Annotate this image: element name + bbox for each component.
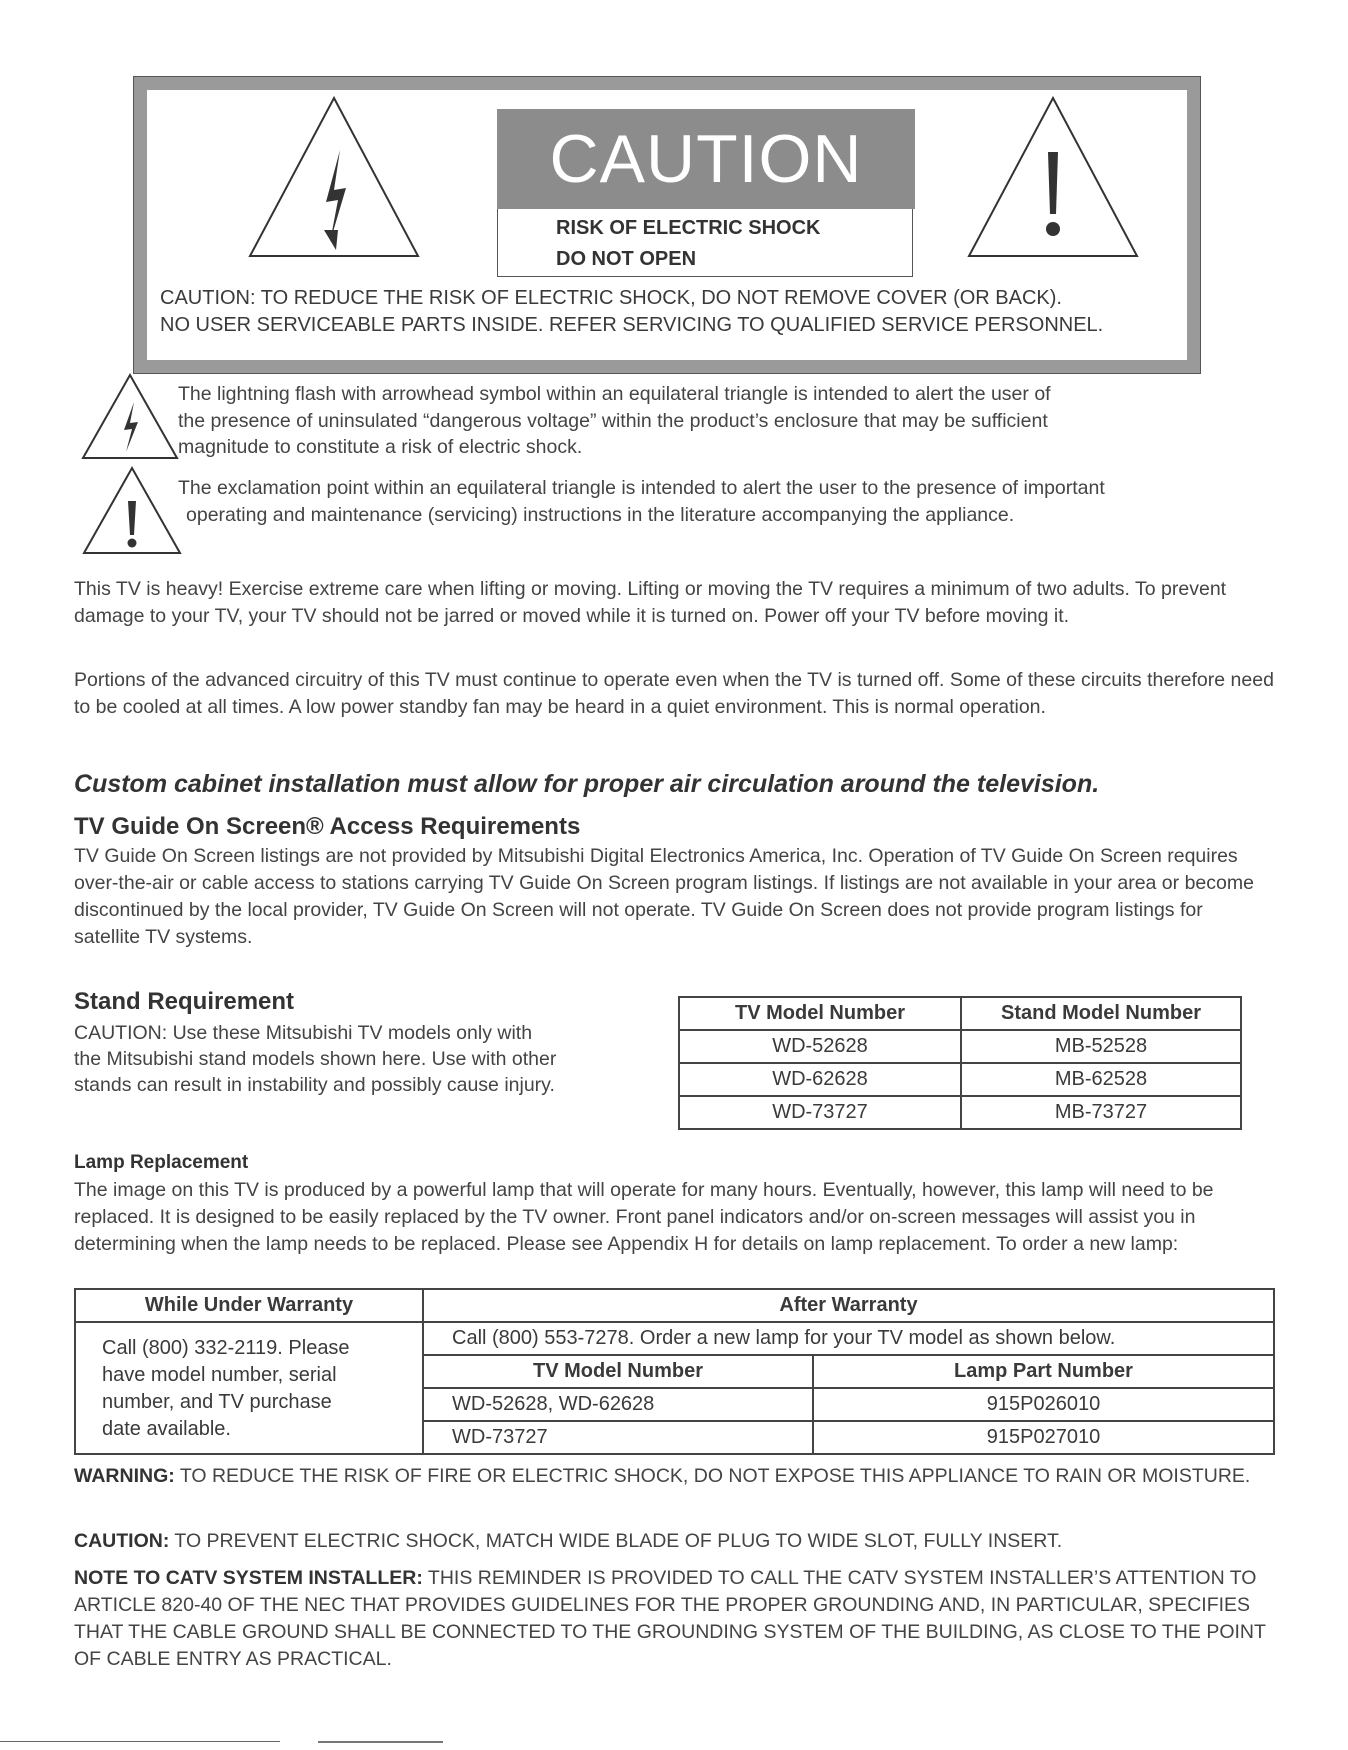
plug-caution: [74, 1528, 1274, 1555]
table-row: [75, 1322, 1274, 1355]
exclamation-symbol-icon: [80, 465, 184, 557]
lamp-tv-model-header: TV Model Number: [423, 1355, 813, 1388]
risk-of-shock-label: RISK OF ELECTRIC SHOCK: [556, 217, 821, 239]
exclamation-warning-icon: [963, 92, 1143, 262]
under-warranty-line: have model number, serial: [102, 1364, 337, 1386]
lamp-order-table: [74, 1288, 1275, 1455]
do-not-open-label: DO NOT OPEN: [556, 248, 697, 270]
stand-model-cell: MB-73727: [961, 1096, 1241, 1129]
lightning-explanation-line-2: the presence of uninsulated “dangerous voltage” within the product’s enclosure that may be sufficient: [178, 410, 1048, 432]
lightning-symbol-icon: [80, 372, 180, 462]
under-warranty-line: Call (800) 332-2119. Please: [102, 1337, 350, 1359]
lamp-tv-model-cell: WD-52628, WD-62628: [423, 1388, 813, 1421]
catv-text: THIS REMINDER IS PROVIDED TO CALL THE CATV SYSTEM INSTALLER’S ATTENTION TO ARTICLE 820-40 OF THE NEC THAT PROVIDES GUIDELINES FOR THE PROPER GROUNDING AND, IN PARTICULAR, SPECIFIES THAT THE CABLE GROUND SHALL BE CONNECTED TO THE GROUNDING SYSTEM OF THE BUILDING, AS CLOSE TO THE POINT OF CABLE ENTRY AS PRACTICAL.: [74, 1567, 1266, 1670]
fire-warning: [74, 1463, 1274, 1490]
table-row: [679, 1096, 1241, 1129]
exclamation-explanation-line-1: The exclamation point within an equilateral triangle is intended to alert the user to the presence of important: [178, 477, 1105, 499]
stand-requirement-heading: Stand Requirement: [74, 988, 295, 1015]
stand-model-header: Stand Model Number: [961, 997, 1241, 1030]
warning-text: TO REDUCE THE RISK OF FIRE OR ELECTRIC SHOCK, DO NOT EXPOSE THIS APPLIANCE TO RAIN OR MOISTURE.: [174, 1465, 1251, 1487]
lamp-part-number-header: Lamp Part Number: [813, 1355, 1274, 1388]
caution-text: TO PREVENT ELECTRIC SHOCK, MATCH WIDE BLADE OF PLUG TO WIDE SLOT, FULLY INSERT.: [169, 1530, 1063, 1552]
stand-model-cell: MB-52528: [961, 1030, 1241, 1063]
lightning-warning-icon: [244, 92, 424, 262]
lamp-part-number-cell: 915P027010: [813, 1421, 1274, 1454]
stand-caution-line-1: CAUTION: Use these Mitsubishi TV models only with: [74, 1022, 533, 1044]
lamp-tv-model-cell: WD-73727: [423, 1421, 813, 1454]
circuitry-paragraph: Portions of the advanced circuitry of this TV must continue to operate even when the TV is turned off. Some of these circuits therefore need to be cooled at all times. A low power standby fan may be heard in a quiet environment. This is normal operation.: [74, 669, 1274, 718]
lamp-replacement-heading: Lamp Replacement: [74, 1152, 249, 1173]
tv-model-cell: WD-73727: [679, 1096, 961, 1129]
under-warranty-line: date available.: [102, 1418, 231, 1440]
caution-text-line-2: NO USER SERVICEABLE PARTS INSIDE. REFER SERVICING TO QUALIFIED SERVICE PERSONNEL.: [160, 314, 1104, 336]
cabinet-installation-note: Custom cabinet installation must allow for proper air circulation around the television.: [74, 770, 1100, 798]
lamp-replacement-paragraph: The image on this TV is produced by a powerful lamp that will operate for many hours. Eventually, however, this lamp will need to be replaced. It is designed to be easily replaced by the TV owner. Front panel indicators and/or on-screen messages will assist you in determining when the lamp needs to be replaced. Please see Appendix H for details on lamp replacement. To order a new lamp:: [74, 1179, 1214, 1255]
tv-guide-paragraph: TV Guide On Screen listings are not provided by Mitsubishi Digital Electronics America, Inc. Operation of TV Guide On Screen requires over-the-air or cable access to stations carrying TV Guide On Screen program listings. If listings are not available in your area or become discontinued by the local provider, TV Guide On Screen will not operate. TV Guide On Screen does not provide program listings for satellite TV systems.: [74, 845, 1254, 948]
caution-label: CAUTION:: [74, 1530, 170, 1552]
tv-guide-heading: TV Guide On Screen® Access Requirements: [74, 813, 581, 840]
lamp-part-number-cell: 915P026010: [813, 1388, 1274, 1421]
footer-divider: [0, 1741, 280, 1742]
stand-model-table: [678, 996, 1242, 1130]
after-warranty-cell: Call (800) 553-7278. Order a new lamp for your TV model as shown below.: [423, 1322, 1274, 1355]
footer-divider: [318, 1741, 443, 1743]
catv-label: NOTE TO CATV SYSTEM INSTALLER:: [74, 1567, 423, 1589]
warning-label: WARNING:: [74, 1465, 175, 1487]
table-row: [679, 1030, 1241, 1063]
stand-caution-line-2: the Mitsubishi stand models shown here. Use with other: [74, 1048, 557, 1070]
tv-model-cell: WD-52628: [679, 1030, 961, 1063]
tv-model-header: TV Model Number: [679, 997, 961, 1030]
caution-text-line-1: CAUTION: TO REDUCE THE RISK OF ELECTRIC SHOCK, DO NOT REMOVE COVER (OR BACK).: [160, 287, 1062, 309]
after-warranty-header: After Warranty: [423, 1289, 1274, 1322]
caution-banner: CAUTION: [497, 109, 915, 209]
exclamation-explanation-line-2: operating and maintenance (servicing) instructions in the literature accompanying the appliance.: [186, 504, 1015, 526]
under-warranty-line: number, and TV purchase: [102, 1391, 332, 1413]
table-header-row: [75, 1289, 1274, 1322]
stand-caution-line-3: stands can result in instability and possibly cause injury.: [74, 1074, 555, 1096]
tv-model-cell: WD-62628: [679, 1063, 961, 1096]
stand-model-cell: MB-62528: [961, 1063, 1241, 1096]
under-warranty-header: While Under Warranty: [75, 1289, 423, 1322]
catv-installer-note: [74, 1565, 1274, 1673]
table-header-row: [679, 997, 1241, 1030]
heavy-tv-paragraph: This TV is heavy! Exercise extreme care when lifting or moving. Lifting or moving the TV requires a minimum of two adults. To prevent damage to your TV, your TV should not be jarred or moved while it is turned on. Power off your TV before moving it.: [74, 578, 1227, 627]
lightning-explanation-line-3: magnitude to constitute a risk of electric shock.: [178, 436, 583, 458]
under-warranty-cell: [75, 1322, 423, 1454]
table-row: [679, 1063, 1241, 1096]
lightning-explanation-line-1: The lightning flash with arrowhead symbol within an equilateral triangle is intended to alert the user of: [178, 383, 1051, 405]
